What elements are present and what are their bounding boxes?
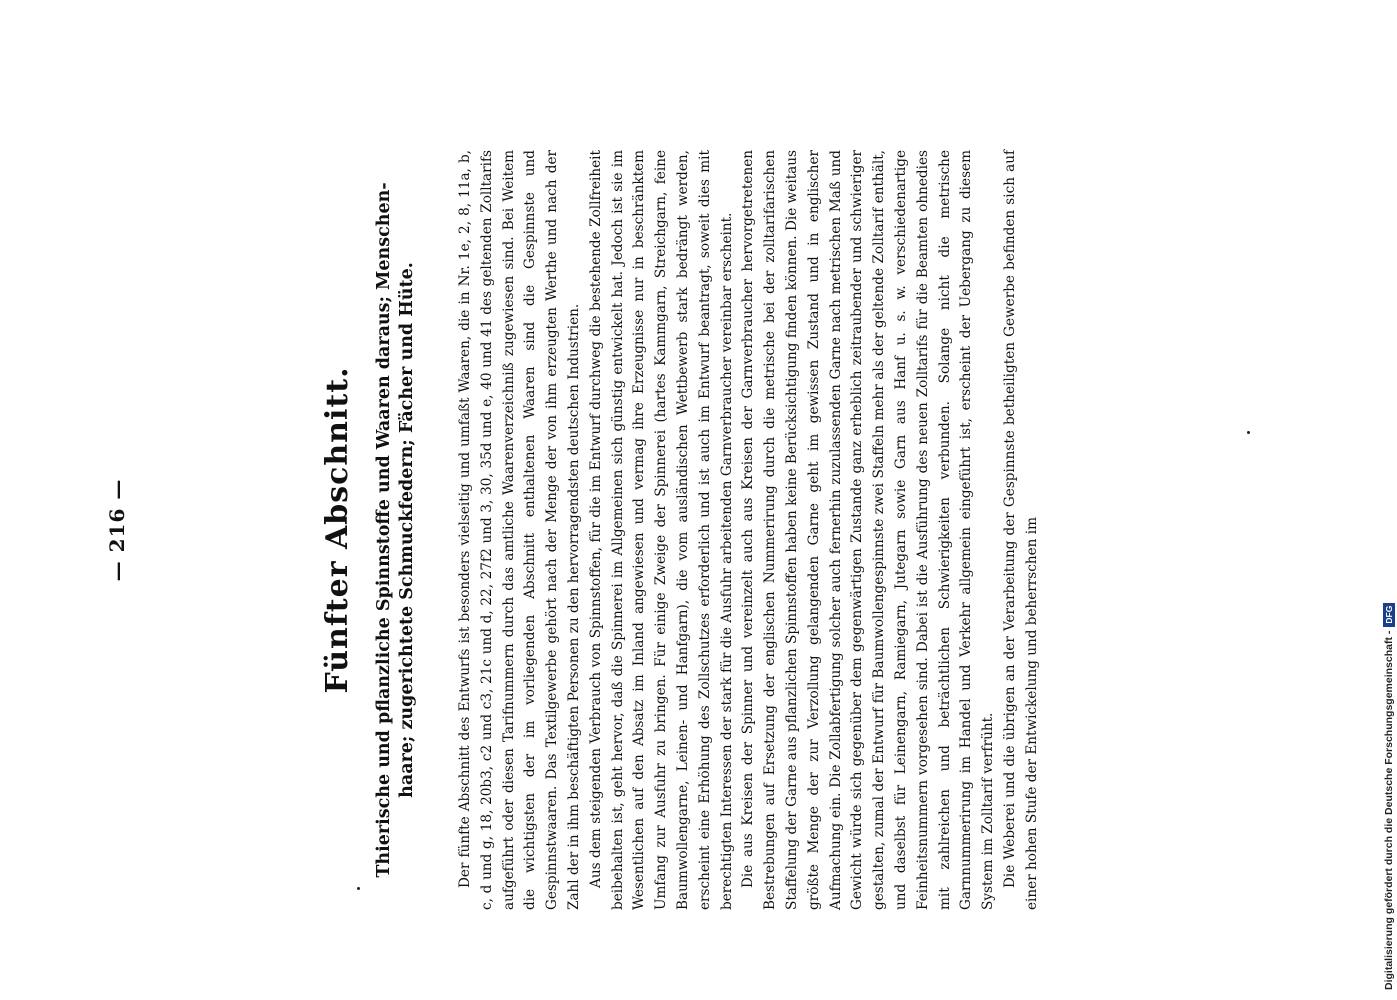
paragraph: Der fünfte Abschnitt des Entwurfs ist besonders vielseitig und umfaßt Waaren, die in Nr. 1e, 2, 8, 11a, b, c, d und g, 18, 20b3, c2 und c3, 21c und d, 22, 27f2 und 3, 30, 35d und e, 40 und 41 des geltenden Zolltarifs aufgeführt oder diesen Tarifnummern durch das amtliche Waarenverzeichniß zugewiesen sind. Bei Weitem die wichtigsten der im vorliegenden Abschnitt enthaltenen Waaren sind die Gespinnste und Gespinnstwaaren. Das Textilgewerbe gehört nach der Menge der von ihm erzeugten Werthe und nach der Zahl der in ihm beschäftigten Personen zu den hervorragendsten deutschen Industrien. <box>457 150 582 910</box>
scan-speck <box>357 887 360 890</box>
page-number: — 216 — <box>105 478 129 582</box>
paragraph: Aus dem steigenden Verbrauch von Spinnstoffen, für die im Entwurf durchweg die bestehende Zollfreiheit beibehalten ist, geht hervor, daß die Spinnerei im Allgemeinen sich günstig entwickelt hat. Jedoch ist sie im Wesentlichen auf den Absatz im Inland angewiesen und vermag ihre Erzeugnisse nur in beschränktem Umfang zur Ausfuhr zu bringen. Für einige Zweige der Spinnerei (hartes Kammgarn, Streichgarn, feine Baumwollengarne, Leinen- und Hanfgarn), die vom ausländischen Wettbewerb stark bedrängt werden, erscheint eine Erhöhung des Zollschutzes erforderlich und ist auch im Entwurf beantragt, soweit dies mit berechtigten Interessen der stark für die Ausfuhr arbeitenden Garnverbraucher vereinbar erscheint. <box>587 150 735 910</box>
body-text <box>455 150 1044 910</box>
paragraph: Die Weberei und die übrigen an der Verarbeitung der Gespinnste betheiligten Gewerbe befinden sich auf einer hohen Stufe der Entwickelung und beherrschen im <box>1001 150 1040 910</box>
digitization-credit <box>1383 10 1395 990</box>
subtitle-line: Thierische und pflanzliche Spinnstoffe und Waaren daraus; Menschen- <box>374 182 394 878</box>
paragraph: Die aus Kreisen der Spinner und vereinzelt auch aus Kreisen der Garnverbraucher hervorgetretenen Bestrebungen auf Ersetzung der englischen Nummerirung durch die metrische bei der zolltarifarischen Staffelung der Garne aus pflanzlichen Spinnstoffen haben keine Berücksichtigung finden können. Die weitaus größte Menge der zur Verzollung gelangenden Garne geht im gewissen Zustand und in englischer Aufmachung ein. Die Zollabfertigung solcher auch fernerhin zuzulassenden Garne nach metrischen Maß und Gewicht würde sich gegenüber dem gegenwärtigen Zustande ganz erheblich zeitraubender und schwieriger gestalten, zumal der Entwurf für Baumwollengespinnste zwei Staffeln mehr als der geltende Zolltarif enthält, und daselbst für Leinengarn, Ramiegarn, Jutegarn sowie Garn aus Hanf u. s. w. verschiedenartige Feinheitsnummern vorgesehen sind. Dabei ist die Ausführung des neuen Zolltarifs für die Beamten ohnedies mit zahlreichen und beträchtlichen Schwierigkeiten verbunden. Solange nicht die metrische Garnnummerirung im Handel und Verkehr allgemein eingeführt ist, erscheint der Uebergang zu diesem System im Zolltarif verfrüht. <box>740 150 997 910</box>
dfg-logo: DFG <box>1383 603 1395 627</box>
section-title: Fünfter Abschnitt. <box>320 366 355 694</box>
scan-speck <box>1247 431 1250 434</box>
credit-text: Digitalisierung gefördert durch die Deutsche Forschungsgemeinschaft - <box>1383 630 1395 990</box>
subtitle-line: haare; zugerichtete Schmuckfedern; Fächer und Hüte. <box>397 262 417 798</box>
section-subtitle <box>373 150 419 910</box>
rotated-text-block <box>105 150 1295 910</box>
